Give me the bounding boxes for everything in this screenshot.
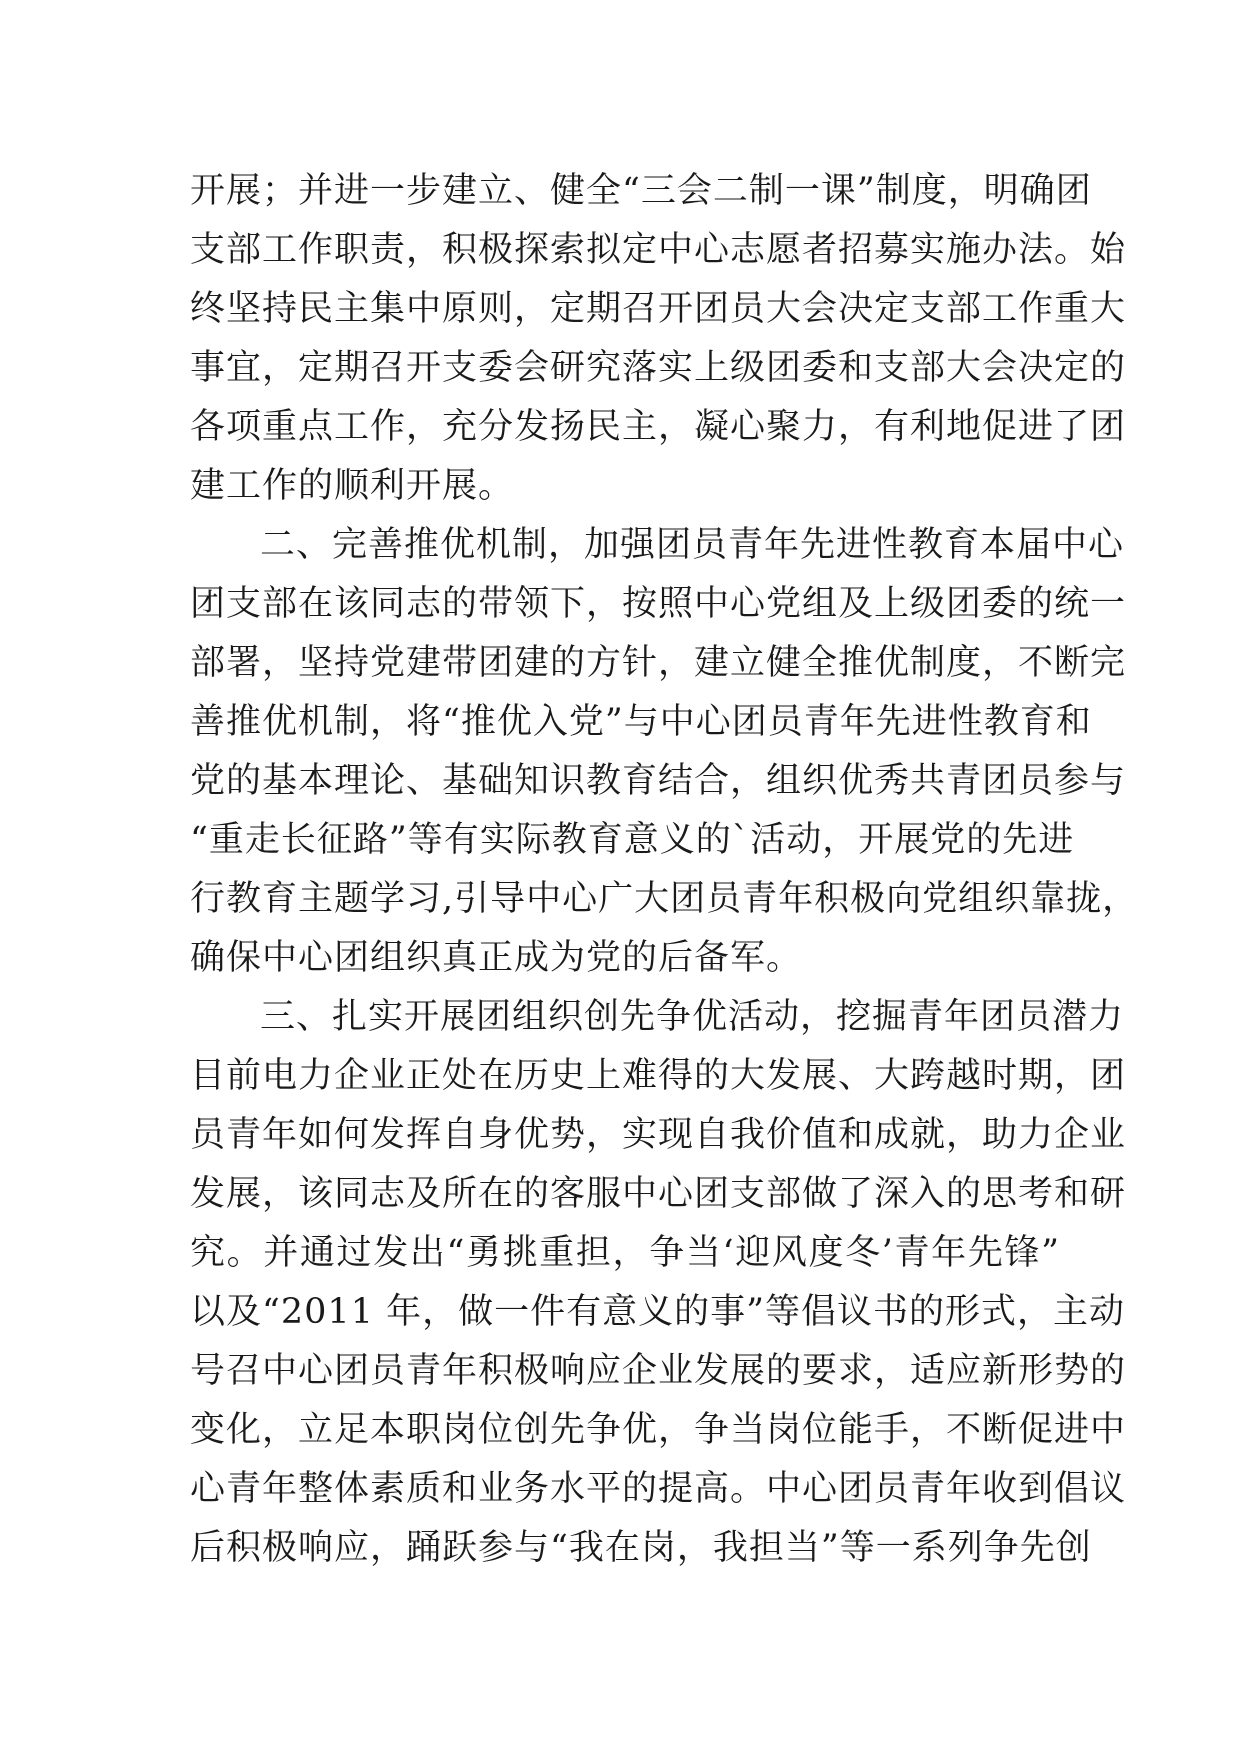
text-line: 团支部在该同志的带领下，按照中心党组及上级团委的统一 [190,584,1127,624]
text-line: 事宜，定期召开支委会研究落实上级团委和支部大会决定的 [190,348,1127,388]
text-line: 心青年整体素质和业务水平的提高。中心团员青年收到倡议 [190,1469,1127,1509]
text-line: 各项重点工作，充分发扬民主，凝心聚力，有利地促进了团 [190,407,1127,447]
text-line: 发展，该同志及所在的客服中心团支部做了深入的思考和研 [190,1174,1127,1214]
text-line: 建工作的顺利开展。 [190,466,515,506]
text-line: 二、完善推优机制，加强团员青年先进性教育本届中心 [260,525,1125,565]
text-line: 目前电力企业正处在历史上难得的大发展、大跨越时期，团 [190,1056,1127,1096]
text-line: 后积极响应，踊跃参与“我在岗，我担当”等一系列争先创 [190,1528,1092,1568]
text-line: 部署，坚持党建带团建的方针，建立健全推优制度，不断完 [190,643,1127,683]
text-line: 以及“2011 年，做一件有意义的事”等倡议书的形式，主动 [190,1292,1125,1332]
text-line: “重走长征路”等有实际教育意义的`活动，开展党的先进 [190,820,1075,860]
text-line: 党的基本理论、基础知识教育结合，组织优秀共青团员参与 [190,761,1127,801]
text-line: 开展；并进一步建立、健全“三会二制一课”制度，明确团 [190,171,1092,211]
text-line: 三、扎实开展团组织创先争优活动，挖掘青年团员潜力 [260,997,1125,1037]
text-line: 号召中心团员青年积极响应企业发展的要求，适应新形势的 [190,1351,1127,1391]
text-line: 终坚持民主集中原则，定期召开团员大会决定支部工作重大 [190,289,1127,329]
text-line: 行教育主题学习,引导中心广大团员青年积极向党组织靠拢， [190,879,1139,919]
text-line: 确保中心团组织真正成为党的后备军。 [190,938,803,978]
text-line: 员青年如何发挥自身优势，实现自我价值和成就，助力企业 [190,1115,1127,1155]
text-line: 究。并通过发出“勇挑重担，争当‘迎风度冬’青年先锋” [190,1233,1060,1273]
text-line: 善推优机制，将“推优入党”与中心团员青年先进性教育和 [190,702,1092,742]
text-line: 支部工作职责，积极探索拟定中心志愿者招募实施办法。始 [190,230,1127,270]
body-text [190,162,1139,1578]
text-line: 变化，立足本职岗位创先争优，争当岗位能手，不断促进中 [190,1410,1127,1450]
